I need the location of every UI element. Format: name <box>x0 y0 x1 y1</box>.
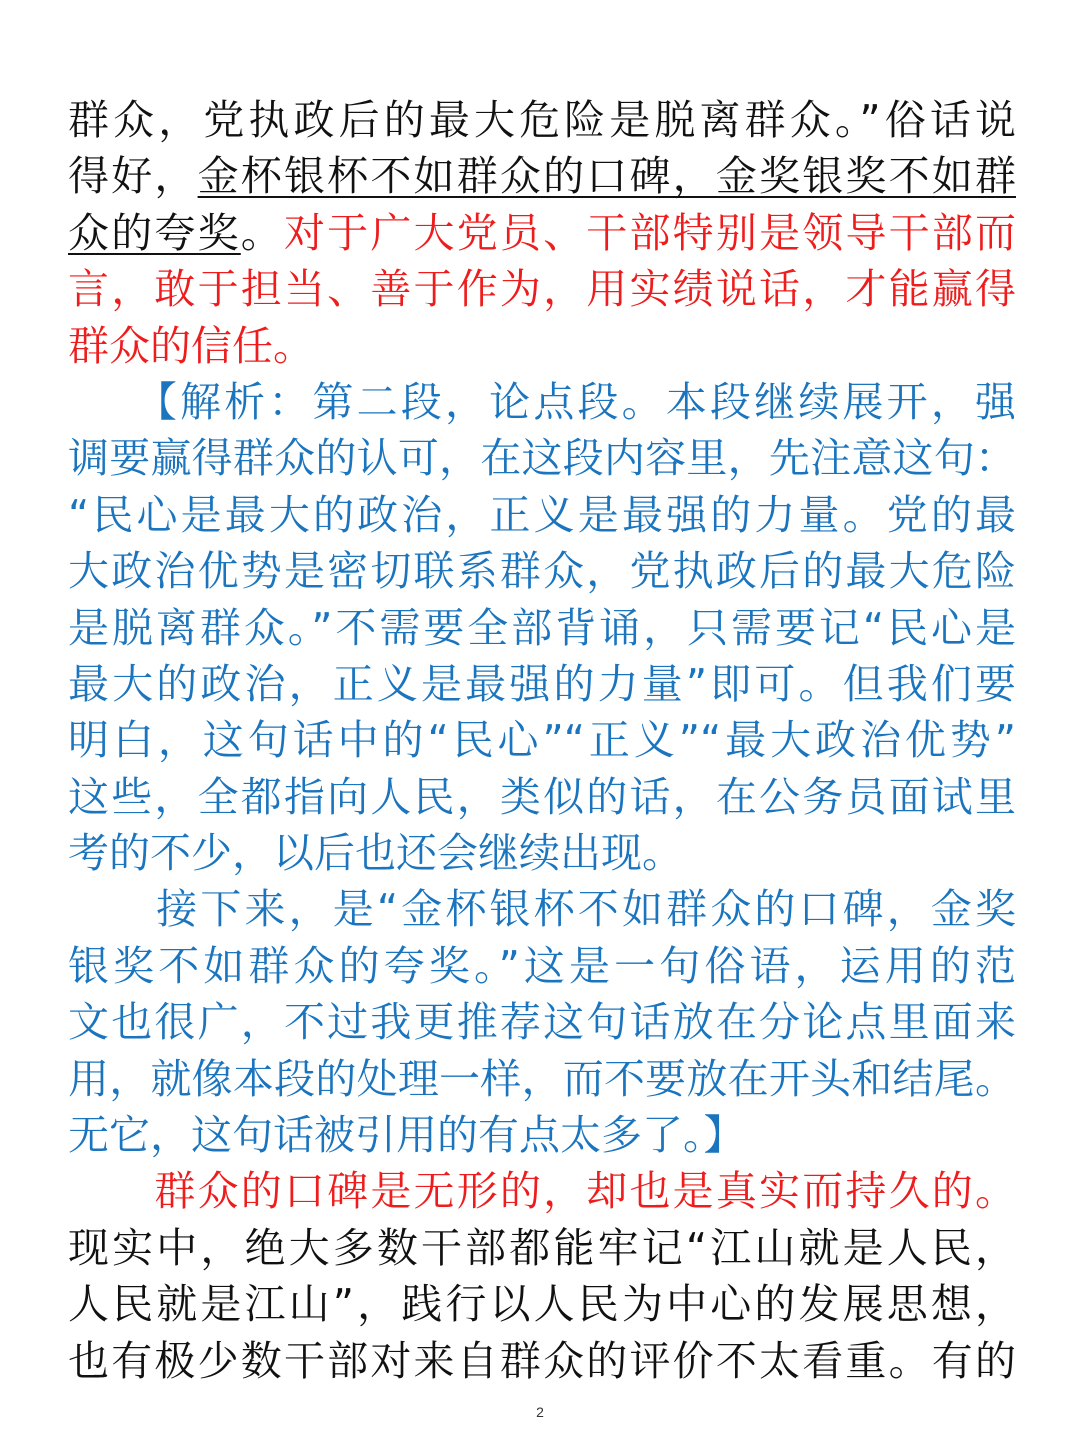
text-line <box>68 374 1016 430</box>
text-segment: 【解析：第二段，论点段。本段继续展开，强 <box>68 377 1016 426</box>
text-line <box>68 543 1016 599</box>
text-line <box>68 994 1016 1050</box>
text-segment: 这些，全都指向人民，类似的话，在公务员面试里 <box>68 772 1016 821</box>
text-line <box>68 825 1016 881</box>
text-segment: 人民就是江山”，践行以人民为中心的发展思想， <box>68 1280 1016 1329</box>
text-segment: 最大的政治，正义是最强的力量”即可。但我们要 <box>68 659 1016 708</box>
text-line <box>68 600 1016 656</box>
text-segment: 考的不少，以后也还会继续出现。 <box>68 829 683 878</box>
text-line <box>68 881 1016 937</box>
text-line <box>68 1163 1016 1219</box>
text-line <box>68 92 1016 148</box>
text-line <box>68 769 1016 825</box>
text-line <box>68 712 1016 768</box>
text-segment: 群众的口碑是无形的，却也是真实而持久的。 <box>68 1167 1016 1216</box>
text-segment: 言，敢于担当、善于作为，用实绩说话，才能赢得 <box>68 265 1016 314</box>
text-segment: 是脱离群众。”不需要全部背诵，只需要记“民心是 <box>68 603 1016 652</box>
text-segment: “民心是最大的政治，正义是最强的力量。党的最 <box>68 490 1016 539</box>
text-line <box>68 938 1016 994</box>
text-segment: 群众，党执政后的最大危险是脱离群众。”俗话说 <box>68 96 1016 144</box>
text-line <box>68 318 1016 374</box>
text-segment: 接下来，是“金杯银杯不如群众的口碑，金奖 <box>68 885 1016 934</box>
text-line <box>68 1333 1016 1389</box>
text-line <box>68 261 1016 317</box>
text-segment: 。 <box>240 208 284 257</box>
text-segment: 大政治优势是密切联系群众，党执政后的最大危险 <box>68 547 1016 596</box>
page-number: 2 <box>536 1404 544 1420</box>
text-segment: 调要赢得群众的认可，在这段内容里，先注意这句： <box>68 434 1016 483</box>
underlined-text: 众的夸奖 <box>68 208 241 257</box>
document-body <box>68 92 1016 1389</box>
text-line <box>68 205 1016 261</box>
text-line <box>68 1107 1016 1163</box>
text-segment: 无它，这句话被引用的有点太多了。】 <box>68 1111 745 1160</box>
text-segment: 对于广大党员、干部特别是领导干部而 <box>283 208 1017 257</box>
text-segment: 文也很广，不过我更推荐这句话放在分论点里面来 <box>68 998 1016 1047</box>
text-segment: 也有极少数干部对来自群众的评价不太看重。有的 <box>68 1336 1016 1385</box>
text-segment: 得好， <box>68 152 198 201</box>
text-segment: 明白，这句话中的“民心”“正义”“最大政治优势” <box>68 716 1016 765</box>
text-line <box>68 430 1016 486</box>
text-segment: 群众的信任。 <box>68 321 314 370</box>
text-line <box>68 487 1016 543</box>
text-segment: 用，就像本段的处理一样，而不要放在开头和结尾。 <box>68 1054 1016 1103</box>
text-line <box>68 148 1016 204</box>
text-line <box>68 1051 1016 1107</box>
text-segment: 银奖不如群众的夸奖。”这是一句俗语，运用的范 <box>68 941 1016 990</box>
text-line <box>68 1276 1016 1332</box>
text-line <box>68 656 1016 712</box>
text-line <box>68 1220 1016 1276</box>
text-segment: 现实中，绝大多数干部都能牢记“江山就是人民， <box>68 1223 1016 1272</box>
underlined-text: 金杯银杯不如群众的口碑，金奖银奖不如群 <box>197 152 1017 201</box>
